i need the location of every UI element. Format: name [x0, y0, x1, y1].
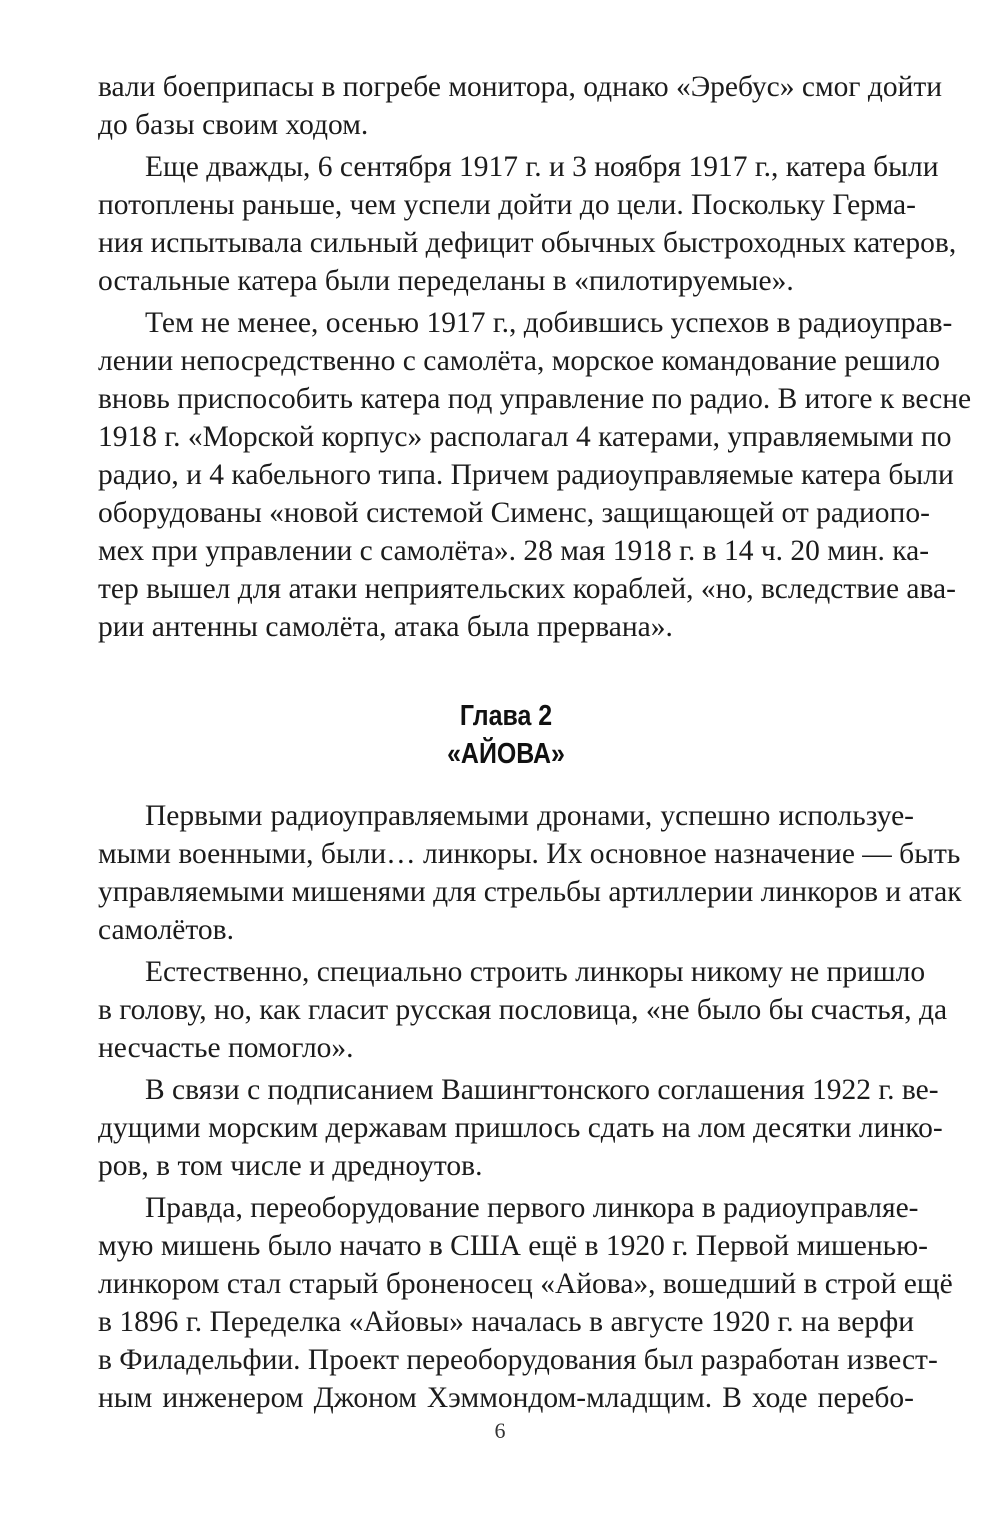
text-line: в голову, но, как гласит русская пословица, «не было бы счастья, да	[98, 994, 948, 1026]
page-number: 6	[494, 1418, 506, 1443]
text-line: мыми военными, были… линкоры. Их основное назначение — быть	[98, 838, 961, 870]
text-line: тер вышел для атаки неприятельских кораблей, «но, вследствие ава-	[98, 573, 956, 605]
text-line: дущими морским державам пришлось сдать на лом десятки линко-	[98, 1112, 943, 1144]
text-line: вновь приспособить катера под управление по радио. В итоге к весне	[98, 383, 972, 415]
paragraph	[98, 148, 957, 300]
text-block-upper	[98, 68, 972, 650]
text-line: Первыми радиоуправляемыми дронами, успешно используе-	[145, 800, 914, 832]
text-line: остальные катера были переделаны в «пилотируемые».	[98, 265, 794, 297]
paragraph	[98, 953, 948, 1067]
text-line: Естественно, специально строить линкоры никому не пришло	[145, 956, 926, 988]
text-line: мех при управлении с самолёта». 28 мая 1918 г. в 14 ч. 20 мин. ка-	[98, 535, 930, 567]
text-line: до базы своим ходом.	[98, 109, 369, 141]
text-line: линкором стал старый броненосец «Айова», вошедший в строй ещё	[98, 1268, 953, 1300]
chapter-number: Глава 2	[459, 700, 553, 732]
text-line: лении непосредственно с самолёта, морское командование решило	[98, 345, 941, 377]
text-line: вали боеприпасы в погребе монитора, однако «Эребус» смог дойти	[98, 71, 943, 103]
text-line: Еще дважды, 6 сентября 1917 г. и 3 ноября 1917 г., катера были	[145, 151, 939, 183]
text-line: ния испытывала сильный дефицит обычных быстроходных катеров,	[98, 227, 957, 259]
text-line: несчастье помогло».	[98, 1032, 354, 1064]
text-line: потоплены раньше, чем успели дойти до цели. Поскольку Герма-	[98, 189, 916, 221]
text-line: управляемыми мишенями для стрельбы артиллерии линкоров и атак	[98, 876, 962, 908]
text-line: 1918 г. «Морской корпус» располагал 4 катерами, управляемыми по	[98, 421, 952, 453]
paragraph	[98, 1071, 943, 1185]
paragraph	[98, 797, 962, 949]
chapter-title: «АЙОВА»	[447, 738, 565, 770]
text-line: в Филадельфии. Проект переоборудования был разработан извест-	[98, 1344, 938, 1376]
text-line: самолётов.	[98, 914, 234, 946]
text-line: в 1896 г. Переделка «Айовы» началась в августе 1920 г. на верфи	[98, 1306, 914, 1338]
text-line: рии антенны самолёта, атака была прервана».	[98, 611, 673, 643]
text-line: В связи с подписанием Вашингтонского соглашения 1922 г. ве-	[145, 1074, 939, 1106]
text-line: радио, и 4 кабельного типа. Причем радиоуправляемые катера были	[98, 459, 954, 491]
paragraph	[98, 304, 972, 646]
text-line: оборудованы «новой системой Сименс, защищающей от радиопо-	[98, 497, 930, 529]
paragraph	[98, 1189, 953, 1417]
text-line: ров, в том числе и дредноутов.	[98, 1150, 483, 1182]
text-line: Тем не менее, осенью 1917 г., добившись успехов в радиоуправ-	[145, 307, 953, 339]
paragraph	[98, 68, 943, 144]
text-line: мую мишень было начато в США ещё в 1920 г. Первой мишенью-	[98, 1230, 928, 1262]
chapter-heading	[98, 697, 914, 773]
text-line: Правда, переоборудование первого линкора в радиоуправляе-	[145, 1192, 919, 1224]
text-line: ным инженером Джоном Хэммондом-младщим. В ходе перебо-	[98, 1382, 914, 1414]
text-block-lower	[98, 797, 962, 1421]
